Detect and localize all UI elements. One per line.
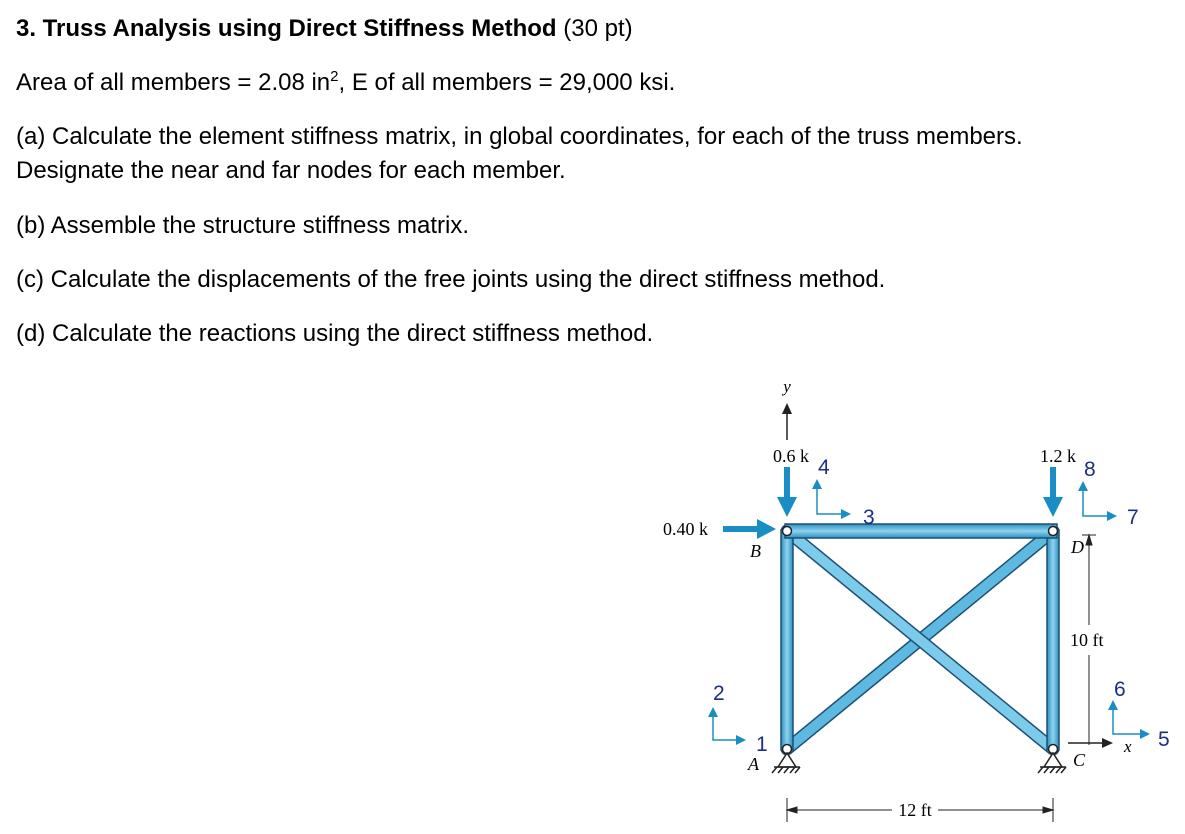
joint-a-label: A <box>748 754 759 774</box>
part-d: (d) Calculate the reactions using the direct stiffness method. <box>16 320 654 347</box>
part-b: (b) Assemble the structure stiffness matrix. <box>16 212 470 239</box>
x-axis-arrow-icon <box>1068 738 1113 748</box>
title-points: (30 pt) <box>556 15 633 42</box>
y-axis-arrow-icon <box>782 403 792 440</box>
member-bd <box>785 524 1057 538</box>
givens-suffix: , E of all members = 29,000 ksi. <box>338 69 676 96</box>
part-a-line2: Designate the near and far nodes for each member. <box>16 157 566 184</box>
title-bold: 3. Truss Analysis using Direct Stiffness Method <box>16 15 557 42</box>
joint-c-label: C <box>1073 750 1086 770</box>
dof-label-7: 7 <box>1127 506 1139 529</box>
givens-prefix: Area of all members = 2.08 in <box>16 69 331 96</box>
dof-a-arrows-icon <box>708 707 746 745</box>
dof-label-6: 6 <box>1114 678 1126 701</box>
dof-d-arrows-icon <box>1078 481 1117 521</box>
joint-d-pin <box>1049 527 1058 536</box>
support-c-icon <box>1038 753 1066 773</box>
load-b-vertical-arrow-icon <box>777 467 797 517</box>
axis-y-label: y <box>783 377 791 396</box>
dof-b-arrows-icon <box>812 479 851 519</box>
dof-label-8: 8 <box>1084 458 1096 481</box>
member-ab <box>781 530 793 750</box>
load-b-horizontal-label: 0.40 k <box>663 519 708 539</box>
dof-label-1: 1 <box>756 733 768 756</box>
load-d-vertical-label: 1.2 k <box>1040 446 1076 466</box>
load-b-vertical-label: 0.6 k <box>773 446 809 466</box>
width-dim-label: 12 ft <box>898 800 932 820</box>
joint-b-label: B <box>750 541 761 561</box>
height-dim-label: 10 ft <box>1070 630 1104 650</box>
dof-label-4: 4 <box>818 456 830 479</box>
load-b-horizontal-arrow-icon <box>723 519 776 539</box>
load-d-vertical-arrow-icon <box>1043 467 1063 517</box>
member-cd <box>1047 530 1059 750</box>
dof-label-5: 5 <box>1158 728 1170 751</box>
givens-sup: 2 <box>330 68 339 85</box>
dof-label-2: 2 <box>713 682 725 705</box>
support-a-icon <box>772 753 800 773</box>
axis-x-label: x <box>1124 737 1132 756</box>
joint-b-pin <box>783 527 792 536</box>
dof-c-arrows-icon <box>1108 700 1150 739</box>
part-c: (c) Calculate the displacements of the free joints using the direct stiffness method. <box>16 266 886 293</box>
part-a-line1: (a) Calculate the element stiffness matrix, in global coordinates, for each of the truss members. <box>16 123 1023 150</box>
joint-d-label: D <box>1071 537 1084 557</box>
dof-label-3: 3 <box>863 506 875 529</box>
